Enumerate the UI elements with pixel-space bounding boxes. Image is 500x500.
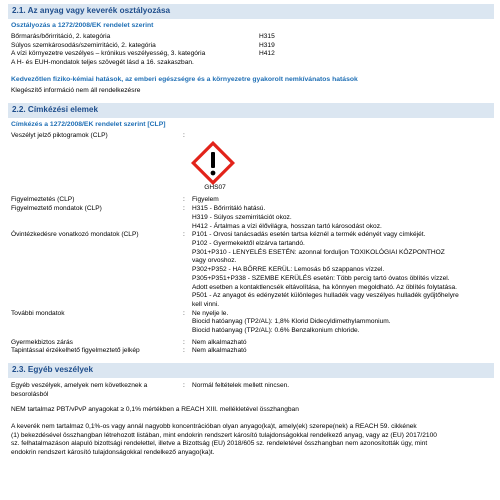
p-statement: P101 - Orvosi tanácsadás esetén tartsa kéznél a termék edényét vagy címkéjét. <box>192 231 426 239</box>
section-2-3-header: 2.3. Egyéb veszélyek <box>8 363 494 378</box>
no-info-text: Klegészítő információ nem áll rendelkezésre <box>11 86 141 94</box>
p-statement: kell vinni. <box>192 300 220 308</box>
hazard-row <box>11 50 494 59</box>
endocrine-line: endokrin rendszert károsító tulajdonságokkal rendelkező anyago(ka)t. <box>11 449 215 457</box>
pbt-note: NEM tartalmaz PBT/vPvP anyagokat ≥ 0,1% mértékben a REACH XIII. mellékletével összhangban <box>11 406 299 414</box>
other-hazards-row: Egyéb veszélyek, amelyek nem következnek a besorolásból : Normál feltételek mellett nincsen. <box>8 382 494 399</box>
further-statements-row: További mondatok : Ne nyelje le. Biocid hatóanyag (TP2/AL): 1,8% Klorid Didecyldimethylammonium. Biocid hatóanyag (TP2/AL): 0.6% Benzalkonium chloride. <box>8 310 494 336</box>
child-resistant-value: Nem alkalmazható <box>192 338 247 346</box>
pictogram-row <box>8 132 494 141</box>
h-statement: H412 - Ártalmas a vízi élővilágra, hosszan tartó károsodást okoz. <box>192 222 382 230</box>
hazard-classification-list <box>8 33 494 68</box>
hazard-name: Bőrmarás/bőrirritáció, 2. kategória <box>11 32 111 40</box>
p-statement: P305+P351+P338 - SZEMBE KERÜLÉS esetén: Több percig tartó óvatos öblítés vízzel. <box>192 274 450 282</box>
ghs-pictogram <box>191 141 239 193</box>
hazard-row <box>11 42 494 51</box>
h-statement: H315 - Bőrirritáló hatású. <box>192 205 266 213</box>
pictogram-code: GHS07 <box>204 183 226 191</box>
hazard-code: H315 <box>259 32 275 40</box>
hazard-name: Súlyos szemkárosodás/szemirritáció, 2. kategória <box>11 41 156 49</box>
further-statement: Ne nyelje le. <box>192 309 229 317</box>
tactile-warning-label: Tapintással érzékelhető figyelmeztető jelkép <box>11 347 140 355</box>
p-statement: P102 - Gyermekektől elzárva tartandó. <box>192 240 305 247</box>
signal-word-label: Figyelmeztetés (CLP) <box>11 196 75 204</box>
p-statement: P301+P310 - LENYELÉS ESETÉN: azonnal forduljon TOXIKOLÓGIAI KÖZPONTHOZ <box>192 248 445 256</box>
hazard-code: H319 <box>259 41 275 49</box>
other-hazards-label: besorolásból <box>11 390 49 398</box>
pictogram-label: Veszélyt jelző piktogramok (CLP) <box>11 132 108 140</box>
classification-subheading: Osztályozás a 1272/2008/EK rendelet szerint <box>11 21 154 29</box>
section-2-2-header: 2.2. Címkézési elemek <box>8 103 494 118</box>
child-resistant-row: Gyermekbiztos zárás : Nem alkalmazható <box>8 339 494 348</box>
p-statement: P302+P352 - HA BŐRRE KERÜL: Lemosás bő szappanos vízzel. <box>192 266 385 274</box>
further-statements-label: További mondatok <box>11 309 65 317</box>
endocrine-line: (1) bekezdésével összhangban létrehozott listában, mint endokrin rendszert károsító tulajdonságokkal rendelkező anyag, vagy az (EU) 2017/2100 <box>11 431 437 439</box>
h-statements-row: Figyelmeztető mondatok (CLP) : H315 - Bőrirritáló hatású. H319 - Súlyos szemirritációt okoz. H412 - Ártalmas a vízi élővilágra, hosszan tartó károsodást okoz. <box>8 205 494 231</box>
other-hazards-label: Egyéb veszélyek, amelyek nem következnek a <box>11 381 148 389</box>
child-resistant-label: Gyermekbiztos zárás <box>11 338 73 346</box>
sds-section-2 <box>8 2 494 458</box>
hazard-code: H412 <box>259 50 275 58</box>
h-statements-label: Figyelmeztető mondatok (CLP) <box>11 205 102 213</box>
adverse-effects-subheading: Kedvezőtlen fiziko-kémiai hatások, az emberi egészségre és a környezetre gyakorolt nemkívánatos hatások <box>11 75 358 83</box>
p-statements-row: Óvintézkedésre vonatkozó mondatok (CLP) : P101 - Orvosi tanácsadás esetén tartsa kéznél a termék edényét vagy címkéjét. P102 - Gyermekektől elzárva tartandó. P301+P310 - LENYELÉS ESETÉN: azonnal forduljon TOXIKOLÓGIAI KÖZPONTHOZ vagy orvoshoz. P302+P352 - HA BŐRRE KERÜL: Lemosás bő szappanos vízzel. P305+P351+P338 - SZEMBE KERÜLÉS esetén: Több percig tartó óvatos öblítés vízzel. Adott esetben a kontaktlencsék eltávolítása, ha könnyen megoldható. Az öblítés folytatása. P501 - Az anyagot és edényzetét különleges hulladék vagy veszélyes hulladék gyűjtőhelyre kell vinni. <box>8 231 494 309</box>
endocrine-line: A keverék nem tartalmaz 0,1%-os vagy annál nagyobb koncentrációban olyan anyago(ka)t, amely(ek) szerepe(nek) a REACH 59. cikkének <box>11 423 417 431</box>
p-statements-label: Óvintézkedésre vonatkozó mondatok (CLP) <box>11 231 139 239</box>
p-statement: vagy orvoshoz. <box>192 257 237 265</box>
signal-word: Figyelem <box>192 196 219 204</box>
other-hazards-value: Normál feltételek mellett nincsen. <box>192 381 290 389</box>
h-statement: H319 - Súlyos szemirritációt okoz. <box>192 213 292 221</box>
further-statement: Biocid hatóanyag (TP2/AL): 0.6% Benzalkonium chloride. <box>192 327 360 335</box>
full-text-note: A H- és EUH-mondatok teljes szövegét lásd a 16. szakaszban. <box>11 58 194 66</box>
tactile-warning-value: Nem alkalmazható <box>192 347 247 355</box>
hazard-row <box>11 33 494 42</box>
p-statement: P501 - Az anyagot és edényzetét különleges hulladék vagy veszélyes hulladék gyűjtőhelyre <box>192 292 459 300</box>
labelling-subheading: Címkézés a 1272/2008/EK rendelet szerint [CLP] <box>11 121 166 129</box>
p-statement: Adott esetben a kontaktlencsék eltávolítása, ha könnyen megoldható. Az öblítés folytatása. <box>192 283 458 291</box>
signal-word-row: Figyelmeztetés (CLP) : Figyelem <box>8 196 494 205</box>
endocrine-paragraph <box>8 423 494 458</box>
exclamation-mark-icon <box>191 141 235 185</box>
endocrine-line: sz. felhatalmazáson alapuló bizottsági rendelettel, illetve a Bizottság (EU) 2018/605 sz. rendeletével összhangban nem azonosították úgy, mint <box>11 440 428 448</box>
colon: : <box>183 132 185 140</box>
further-statement: Biocid hatóanyag (TP2/AL): 1,8% Klorid Didecyldimethylammonium. <box>192 318 391 326</box>
tactile-warning-row: Tapintással érzékelhető figyelmeztető jelkép : Nem alkalmazható <box>8 347 494 356</box>
section-2-1-header: 2.1. Az anyag vagy keverék osztályozása <box>8 4 494 19</box>
hazard-name: A vízi környezetre veszélyes – krónikus veszélyesség, 3. kategória <box>11 50 206 58</box>
